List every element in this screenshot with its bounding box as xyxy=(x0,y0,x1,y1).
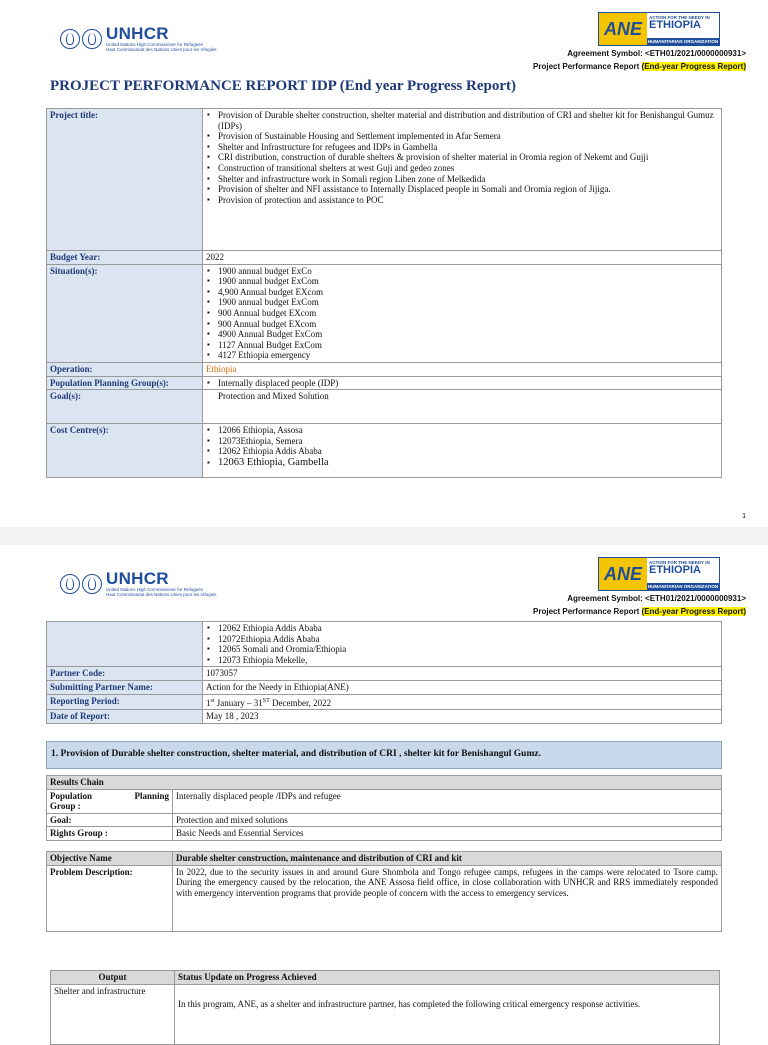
table-row xyxy=(47,264,722,362)
table-row xyxy=(47,694,722,710)
table-row xyxy=(47,424,722,478)
page-gap xyxy=(0,527,768,545)
budget-year-value: 2022 xyxy=(203,251,722,265)
goal-value: Protection and mixed solutions xyxy=(173,813,722,827)
objective-table xyxy=(46,851,722,932)
ane-tag-2: THE NEEDY IN xyxy=(678,560,710,565)
table-row xyxy=(47,376,722,390)
date-of-report-value: May 18 , 2023 xyxy=(203,710,722,724)
output-table xyxy=(50,970,720,1045)
agreement-block xyxy=(533,592,746,618)
ane-country: ETHIOPIA xyxy=(649,19,701,31)
agreement-value: <ETH01/2021/0000000931> xyxy=(645,49,746,58)
ane-tag-1: ACTION FOR xyxy=(649,560,677,565)
list-item: ▪ 4900 Annual Budget ExCom xyxy=(218,329,718,340)
ane-org: HUMANITARIAN ORGANIZATION xyxy=(647,39,719,44)
table-row xyxy=(47,251,722,265)
agreement-label: Agreement Symbol: xyxy=(567,49,643,58)
problem-label: Problem Description: xyxy=(47,865,173,931)
table-row xyxy=(51,971,720,985)
report-label: Project Performance Report xyxy=(533,607,640,616)
table-row xyxy=(47,710,722,724)
table-row xyxy=(47,865,722,931)
list-item: ▪ CRI distribution, construction of durable shelters & provision of shelter material in Oromia region of Nekemt and Gujji xyxy=(218,152,718,163)
unhcr-subtitle-fr: Haut Commissariat des Nations Unies pour les réfugiés xyxy=(106,592,217,597)
table-row xyxy=(51,984,720,1044)
cost-centre-label: Cost Centre(s): xyxy=(47,424,203,478)
agreement-block xyxy=(533,47,746,73)
situations-list xyxy=(206,266,718,361)
table-row xyxy=(47,362,722,376)
list-item: ▪ Shelter and Infrastructure for refugees and IDPs in Gambella xyxy=(218,142,718,153)
cost-centre-list xyxy=(206,623,718,665)
list-item: ▪ Construction of transitional shelters at west Guji and gedeo zones xyxy=(218,163,718,174)
partner-name-value: Action for the Needy in Ethiopia(ANE) xyxy=(203,680,722,694)
ane-country: ETHIOPIA xyxy=(649,564,701,576)
list-item: ▪ 12062 Ethiopia Addis Ababa xyxy=(218,623,718,634)
list-item: ▪ Provision of Sustainable Housing and Settlement implemented in Afar Semera xyxy=(218,131,718,142)
list-item: ▪ 12063 Ethiopia, Gambella xyxy=(218,457,718,469)
goal-value: Protection and Mixed Solution xyxy=(203,390,722,424)
list-item: ▪ 12062 Ethiopia Addis Ababa xyxy=(218,446,718,457)
reporting-period-label: Reporting Period: xyxy=(47,694,203,710)
output-value: Shelter and infrastructure xyxy=(51,984,175,1044)
unhcr-emblem-icon xyxy=(82,29,102,49)
list-item: ▪ 12072Ethiopia Addis Ababa xyxy=(218,634,718,645)
table-row xyxy=(47,776,722,790)
list-item: ▪ 1900 annual budget ExCom xyxy=(218,297,718,308)
unhcr-subtitle-en: United Nations High Commissioner for Refugees xyxy=(106,587,204,592)
list-item: ▪ 900 Annual budget EXcom xyxy=(218,319,718,330)
report-type: (End-year Progress Report) xyxy=(641,607,746,616)
table-row xyxy=(47,789,722,813)
section-1-heading: 1. Provision of Durable shelter construction, shelter material, and distribution of CRI , shelter kit for Benishangul Gumz. xyxy=(46,741,722,769)
project-title-list xyxy=(206,110,718,205)
table-row xyxy=(47,109,722,251)
list-item: ▪ Provision of shelter and NFI assistance to Internally Displaced people in Somali and Oromia region of Jijiga. xyxy=(218,184,718,195)
rights-group-label: Rights Group : xyxy=(47,827,173,841)
ane-logo xyxy=(598,12,720,46)
reporting-period-value: 1st January – 31ST December, 2022 xyxy=(203,694,722,710)
list-item: ▪ 4127 Ethiopia emergency xyxy=(218,350,718,361)
partner-name-label: Submitting Partner Name: xyxy=(47,680,203,694)
agreement-value: <ETH01/2021/0000000931> xyxy=(645,594,746,603)
list-item: ▪ 12065 Somali and Oromia/Ethiopia xyxy=(218,644,718,655)
operation-value: Ethiopia xyxy=(203,362,722,376)
un-emblem-icon xyxy=(60,574,80,594)
unhcr-emblem-icon xyxy=(82,574,102,594)
date-of-report-label: Date of Report: xyxy=(47,710,203,724)
rights-group-value: Basic Needs and Essential Services xyxy=(173,827,722,841)
page-2 xyxy=(0,545,768,1024)
ane-tag-1: ACTION FOR xyxy=(649,15,677,20)
ppg-value: Internally displaced people /IDPs and refugee xyxy=(173,789,722,813)
results-chain-label: Results Chain xyxy=(47,776,722,790)
table-row xyxy=(47,622,722,667)
table-row xyxy=(47,827,722,841)
list-item: ▪ 12073 Ethiopia Mekelle, xyxy=(218,655,718,666)
goal-label: Goal(s): xyxy=(47,390,203,424)
problem-value: In 2022, due to the security issues in and around Gure Shombola and Tongo refugee camps, refugees in the camps were relocated to Tsore camp. During the emergency caused by the relocation, the ANE Assosa field office, in close collaboration with UNHCR and RRS immediately responded with emergency intervention programs that provide people of concern with the access to emergency services. xyxy=(173,865,722,931)
project-info-table-continued xyxy=(46,621,722,724)
list-item: ▪ Provision of Durable shelter construction, shelter material and distribution and distribution of CRI and shelter kit for Benishangul Gumuz (IDPs) xyxy=(218,110,718,131)
ppg-value: ▪ Internally displaced people (IDP) xyxy=(218,378,718,389)
ane-logo-mark: ANE xyxy=(599,13,647,45)
ane-logo-mark: ANE xyxy=(599,558,647,590)
table-row xyxy=(47,680,722,694)
output-label: Output xyxy=(51,971,175,985)
list-item: ▪ 1900 annual budget ExCom xyxy=(218,276,718,287)
page-title: PROJECT PERFORMANCE REPORT IDP (End year Progress Report) xyxy=(50,78,516,94)
ane-org: HUMANITARIAN ORGANIZATION xyxy=(647,584,719,589)
status-value: In this program, ANE, as a shelter and infrastructure partner, has completed the following critical emergency response activities. xyxy=(178,998,641,1009)
budget-year-label: Budget Year: xyxy=(47,251,203,265)
results-chain-table xyxy=(46,775,722,841)
ppg-label: Population Planning Group : xyxy=(47,789,173,813)
unhcr-logo xyxy=(60,571,217,597)
unhcr-subtitle-en: United Nations High Commissioner for Refugees xyxy=(106,42,204,47)
unhcr-logo xyxy=(60,26,217,52)
list-item: ▪ 900 Annual budget EXcom xyxy=(218,308,718,319)
partner-code-value: 1073057 xyxy=(203,667,722,681)
objective-value: Durable shelter construction, maintenance and distribution of CRI and kit xyxy=(173,852,722,866)
status-label: Status Update on Progress Achieved xyxy=(175,971,720,985)
table-row xyxy=(47,813,722,827)
report-type: (End-year Progress Report) xyxy=(641,62,746,71)
cost-centre-list xyxy=(206,425,718,469)
table-row xyxy=(47,852,722,866)
page-number: 1 xyxy=(742,513,746,520)
agreement-label: Agreement Symbol: xyxy=(567,594,643,603)
ane-tag-2: THE NEEDY IN xyxy=(678,15,710,20)
unhcr-logo-text: UNHCR xyxy=(106,24,169,43)
objective-label: Objective Name xyxy=(47,852,173,866)
situations-label: Situation(s): xyxy=(47,264,203,362)
list-item: ▪ 12073Ethiopia, Semera xyxy=(218,436,718,447)
list-item: ▪ 12066 Ethiopia, Assosa xyxy=(218,425,718,436)
operation-label: Operation: xyxy=(47,362,203,376)
project-info-table xyxy=(46,108,722,478)
list-item: ▪ 4,900 Annual budget EXcom xyxy=(218,287,718,298)
list-item: ▪ Provision of protection and assistance to POC xyxy=(218,195,718,206)
list-item: ▪ Shelter and infrastructure work in Somali region Liben zone of Melkedida xyxy=(218,174,718,185)
report-label: Project Performance Report xyxy=(533,62,640,71)
table-row xyxy=(47,667,722,681)
partner-code-label: Partner Code: xyxy=(47,667,203,681)
unhcr-logo-text: UNHCR xyxy=(106,569,169,588)
list-item: ▪ 1127 Annual Budget ExCom xyxy=(218,340,718,351)
ane-logo xyxy=(598,557,720,591)
ppg-label: Population Planning Group(s): xyxy=(47,376,203,390)
table-row xyxy=(47,390,722,424)
project-title-label: Project title: xyxy=(47,109,203,251)
unhcr-subtitle-fr: Haut Commissariat des Nations Unies pour les réfugiés xyxy=(106,47,217,52)
un-emblem-icon xyxy=(60,29,80,49)
list-item: ▪ 1900 annual budget ExCo xyxy=(218,266,718,277)
goal-label: Goal: xyxy=(47,813,173,827)
